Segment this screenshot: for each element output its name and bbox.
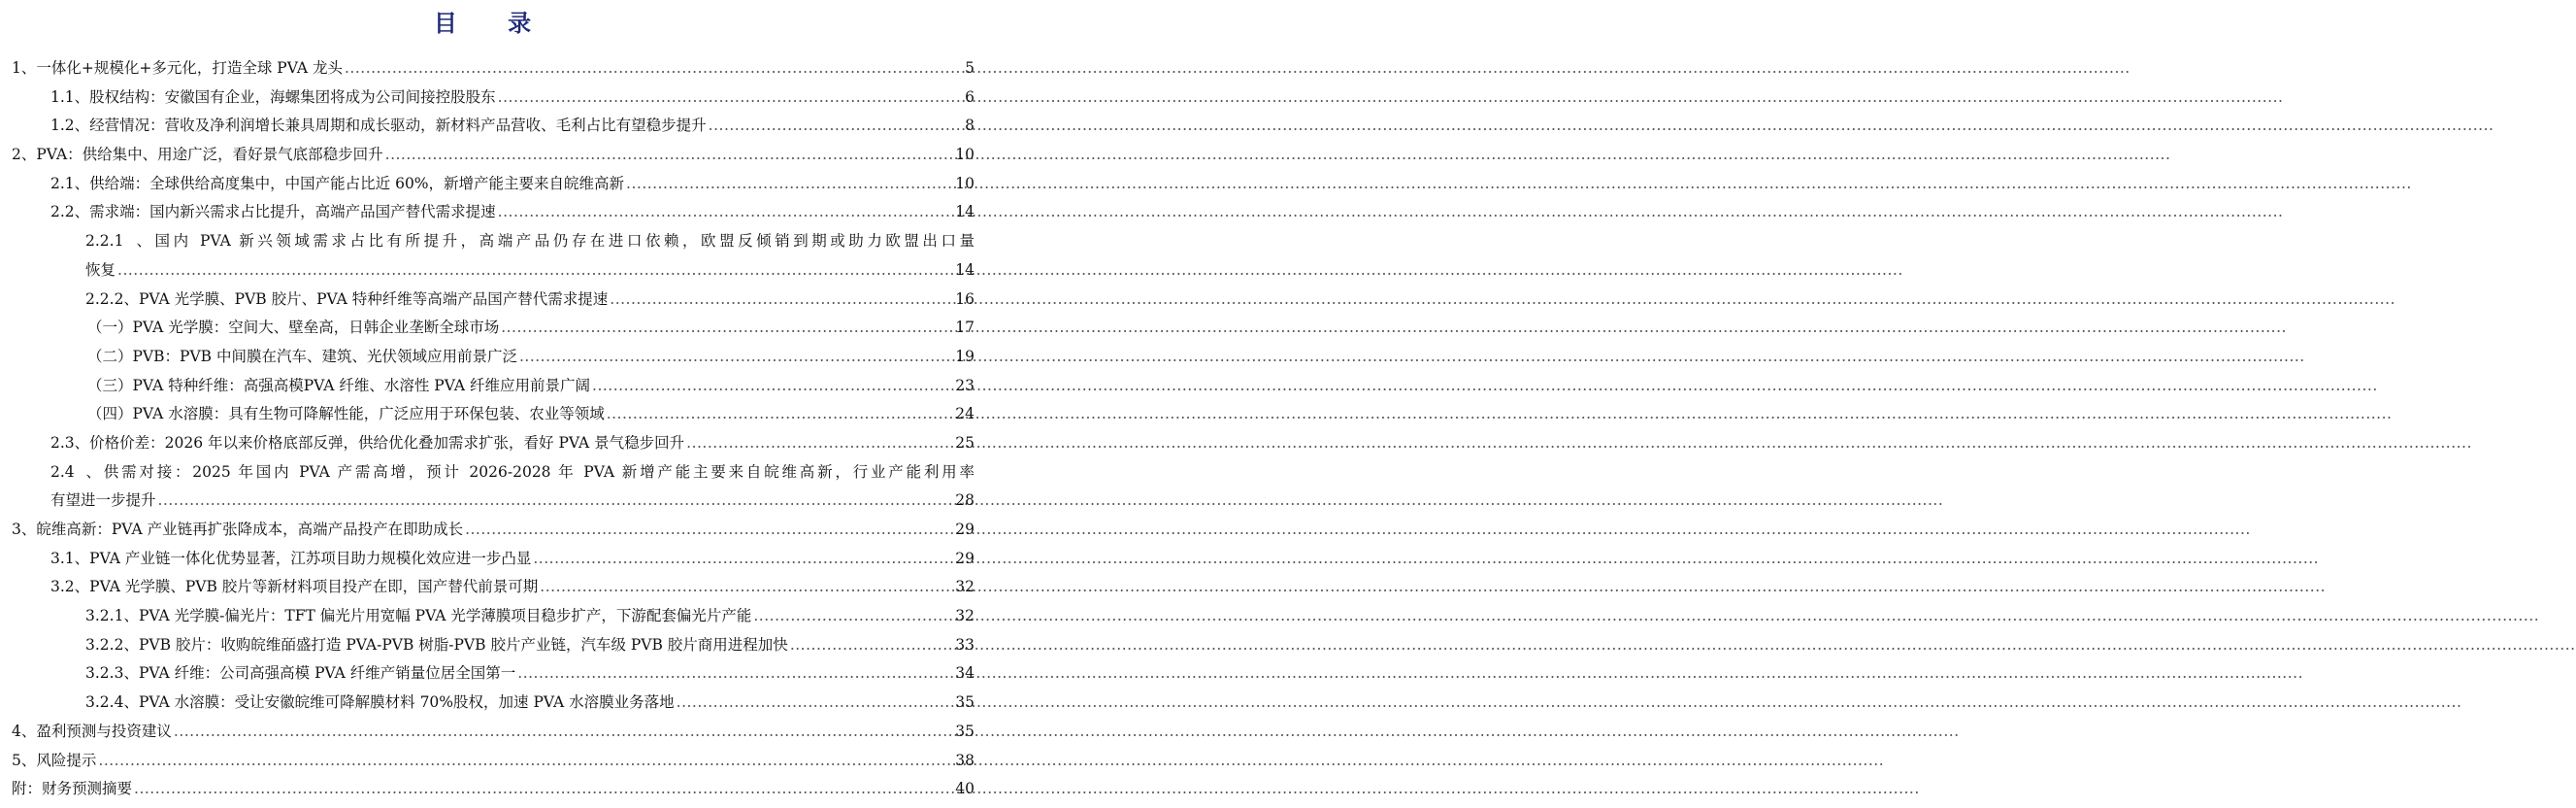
- toc-number: 3.1、: [50, 549, 90, 567]
- toc-page-number: 17: [955, 319, 974, 337]
- toc-entry[interactable]: [0, 516, 986, 545]
- toc-entry[interactable]: [0, 141, 986, 170]
- toc-number: 3.2.2、: [85, 635, 139, 654]
- toc-page-number: 35: [955, 693, 974, 712]
- toc-number: 4、: [12, 722, 37, 740]
- toc-page-number: 32: [955, 607, 974, 625]
- toc-entry[interactable]: [0, 718, 986, 747]
- toc-leader: [158, 487, 954, 516]
- toc-text-continued: 有望进一步提升: [50, 491, 156, 510]
- toc-leader: [385, 141, 954, 170]
- toc-entry[interactable]: [0, 372, 986, 401]
- toc-text: （三）PVA 特种纤维：高强高模PVA 纤维、水溶性 PVA 纤维应用前景广阔: [87, 376, 591, 394]
- toc-page-number: 33: [955, 635, 974, 654]
- toc-leader: [174, 718, 953, 747]
- toc-entry[interactable]: [0, 689, 986, 718]
- toc-page-number: 29: [955, 521, 974, 539]
- toc-page-number: 29: [955, 549, 974, 567]
- toc-entry[interactable]: [0, 429, 986, 458]
- toc-number: 2.2、: [50, 203, 90, 221]
- toc-page-number: 14: [955, 260, 974, 279]
- toc-page-number: 38: [955, 751, 974, 769]
- toc-text: PVA：供给集中、用途广泛，看好景气底部稳步回升: [36, 146, 383, 164]
- toc-line-1: [50, 458, 974, 488]
- toc-page-number: 32: [955, 578, 974, 596]
- toc-leader: [540, 573, 953, 602]
- toc-leader: [753, 602, 953, 631]
- toc-text: PVA 光学膜、PVB 胶片、PVA 特种纤维等高端产品国产替代需求提速: [138, 289, 609, 308]
- toc-page-number: 5: [965, 59, 974, 77]
- toc-number: 2.2.2、: [85, 289, 139, 308]
- toc-entry[interactable]: [0, 602, 986, 631]
- toc-page-number: 24: [955, 405, 974, 423]
- toc-entry[interactable]: [0, 545, 986, 574]
- toc-entry[interactable]: [0, 631, 986, 660]
- toc-entry[interactable]: [0, 659, 986, 689]
- toc-text: PVB 胶片：收购皖维皕盛打造 PVA-PVB 树脂-PVB 胶片产业链，汽车级 PVB 胶片商用进程加快: [138, 635, 788, 654]
- toc-text: 皖维高新：PVA 产业链再扩张降成本，高端产品投产在即助成长: [36, 521, 464, 539]
- toc-number: 2.2.1、: [85, 232, 151, 251]
- toc-number: 3.2.3、: [85, 664, 139, 683]
- toc-entry[interactable]: [0, 458, 986, 516]
- toc-leader: [98, 747, 953, 776]
- toc-leader: [709, 112, 963, 141]
- toc-text: 经营情况：营收及净利润增长兼具周期和成长驱动，新材料产品营收、毛利占比有望稳步提升: [89, 117, 707, 135]
- toc-text: 供需对接：2025 年国内 PVA 产需高增，预计 2026-2028 年 PVA 新增产能主要来自皖维高新，行业产能利用率: [101, 462, 974, 481]
- toc-number: 3.2、: [50, 578, 90, 596]
- toc-text: PVA 纤维：公司高强高模 PVA 纤维产销量位居全国第一: [138, 664, 516, 683]
- toc-page-number: 6: [965, 87, 974, 106]
- toc-leader: [517, 659, 953, 689]
- toc-number: 附：: [12, 780, 43, 798]
- toc-page-number: 25: [955, 433, 974, 452]
- toc-page-number: 14: [955, 203, 974, 221]
- toc-page-number: 23: [955, 376, 974, 394]
- toc-leader: [677, 689, 954, 718]
- toc-number: 1、: [12, 59, 37, 77]
- toc-leader: [533, 545, 953, 574]
- toc-text: 盈利预测与投资建议: [36, 722, 172, 740]
- toc-entry[interactable]: [0, 286, 986, 315]
- toc-text: 价格价差：2026 年以来价格底部反弹，供给优化叠加需求扩张，看好 PVA 景气稳步回升: [89, 433, 685, 452]
- table-of-contents: [0, 54, 986, 804]
- toc-text: （一）PVA 光学膜：空间大、壁垒高，日韩企业垄断全球市场: [87, 319, 500, 337]
- toc-text: PVA 光学膜、PVB 胶片等新材料项目投产在即，国产替代前景可期: [89, 578, 539, 596]
- toc-page-number: 40: [955, 780, 974, 798]
- toc-page-number: 16: [955, 289, 974, 308]
- toc-text: PVA 光学膜-偏光片：TFT 偏光片用宽幅 PVA 光学薄膜项目稳步扩产，下游配套偏光片产能: [138, 607, 752, 625]
- toc-text: PVA 水溶膜：受让安徽皖维可降解膜材料 70%股权，加速 PVA 水溶膜业务落地: [138, 693, 675, 712]
- toc-entry[interactable]: [0, 54, 986, 84]
- toc-leader: [519, 343, 953, 372]
- page-title: 目 录: [433, 9, 553, 37]
- toc-number: 1.2、: [50, 117, 90, 135]
- toc-text: 需求端：国内新兴需求占比提升，高端产品国产替代需求提速: [89, 203, 496, 221]
- toc-leader: [790, 631, 953, 660]
- toc-entry[interactable]: [0, 84, 986, 113]
- toc-number: 1.1、: [50, 87, 90, 106]
- toc-page-number: 35: [955, 722, 974, 740]
- toc-number: 3、: [12, 521, 37, 539]
- toc-line-1: [85, 227, 974, 256]
- toc-entry[interactable]: [0, 573, 986, 602]
- toc-leader: [465, 516, 953, 545]
- toc-page-number: 10: [955, 174, 974, 192]
- toc-text-continued: 恢复: [85, 260, 116, 279]
- toc-leader: [345, 54, 963, 84]
- toc-leader: [498, 198, 954, 227]
- toc-number: 5、: [12, 751, 37, 769]
- toc-leader: [134, 775, 953, 804]
- toc-text: 股权结构：安徽国有企业，海螺集团将成为公司间接控股股东: [89, 87, 496, 106]
- toc-entry[interactable]: [0, 400, 986, 429]
- toc-text: 财务预测摘要: [42, 780, 133, 798]
- toc-page-number: 28: [955, 491, 974, 510]
- toc-number: 2.4、: [50, 462, 101, 481]
- toc-entry[interactable]: [0, 227, 986, 285]
- toc-page-number: 19: [955, 347, 974, 365]
- toc-text: （四）PVA 水溶膜：具有生物可降解性能，广泛应用于环保包装、农业等领域: [87, 405, 605, 423]
- toc-leader: [607, 400, 954, 429]
- toc-text: 风险提示: [36, 751, 97, 769]
- toc-leader: [610, 286, 953, 315]
- toc-text: （二）PVB：PVB 中间膜在汽车、建筑、光伏领域应用前景广泛: [87, 347, 517, 365]
- toc-leader: [626, 170, 953, 199]
- toc-entry[interactable]: [0, 343, 986, 372]
- toc-entry[interactable]: [0, 112, 986, 141]
- toc-page-number: 34: [955, 664, 974, 683]
- toc-leader: [498, 84, 963, 113]
- toc-text: 供给端：全球供给高度集中，中国产能占比近 60%，新增产能主要来自皖维高新: [89, 174, 625, 192]
- toc-leader: [592, 372, 953, 401]
- toc-leader: [501, 314, 953, 343]
- toc-number: 2、: [12, 146, 37, 164]
- toc-leader: [686, 429, 953, 458]
- toc-leader: [117, 256, 953, 286]
- toc-number: 2.1、: [50, 174, 90, 192]
- toc-entry[interactable]: [0, 170, 986, 199]
- toc-number: 3.2.1、: [85, 607, 139, 625]
- toc-entry[interactable]: [0, 198, 986, 227]
- toc-entry[interactable]: [0, 775, 986, 804]
- toc-entry[interactable]: [0, 747, 986, 776]
- toc-entry[interactable]: [0, 314, 986, 343]
- toc-text: 国内 PVA 新兴领域需求占比有所提升，高端产品仍存在进口依赖，欧盟反倾销到期或助力欧盟出口量: [151, 232, 974, 251]
- toc-number: 2.3、: [50, 433, 90, 452]
- toc-number: 3.2.4、: [85, 693, 139, 712]
- toc-text: PVA 产业链一体化优势显著，江苏项目助力规模化效应进一步凸显: [89, 549, 532, 567]
- toc-page-number: 10: [955, 146, 974, 164]
- toc-text: 一体化+规模化+多元化，打造全球 PVA 龙头: [36, 59, 343, 77]
- toc-page-number: 8: [965, 117, 974, 135]
